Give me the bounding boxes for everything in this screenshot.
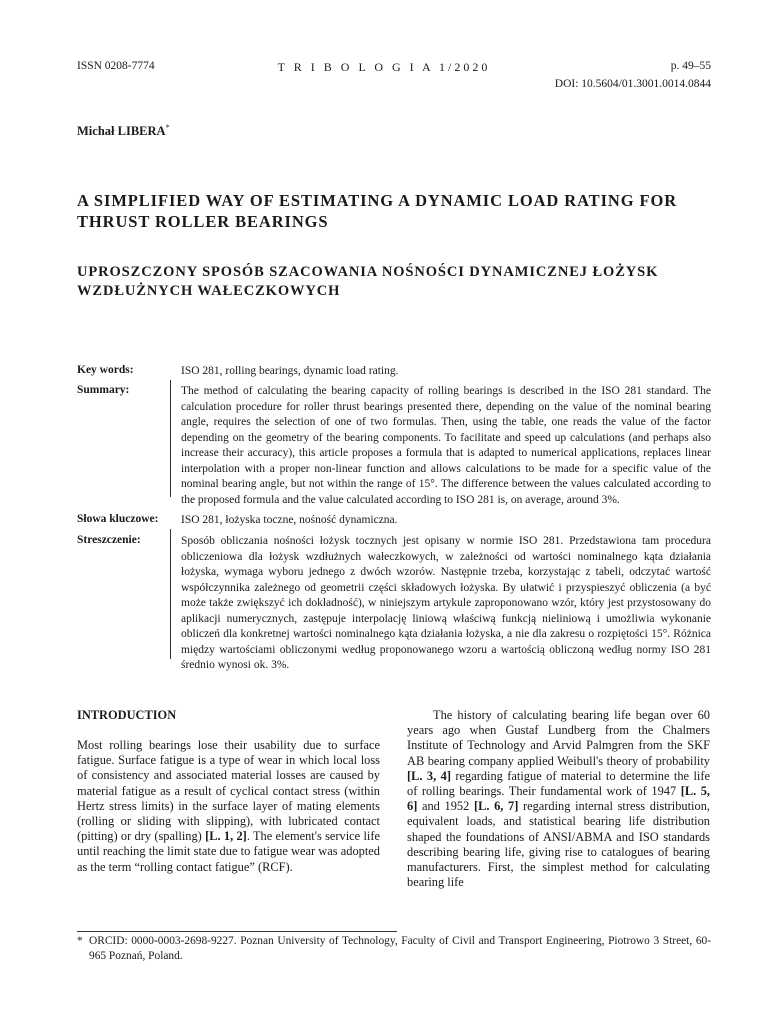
summary-pl-divider [170,529,171,659]
citation: [L. 3, 4] [407,768,451,783]
intro-paragraph-cont: . The element's service life until reaching the limit state due to fatigue wear was adopted as the term “rolling contact fatigue” (RCF). [77,829,380,874]
title-english: A SIMPLIFIED WAY OF ESTIMATING A DYNAMIC LOAD RATING FOR THRUST ROLLER BEARINGS [77,191,678,231]
keywords-pl-text: ISO 281, łożyska toczne, nośność dynamiczna. [181,514,398,526]
keywords-pl-label: Słowa kluczowe: [77,513,159,525]
footnote-rule [77,931,397,932]
summary-pl-text: Sposób obliczania nośności łożysk tocznych jest opisany w normie ISO 281. Przedstawiona tam procedura obliczeniowa dla łożysk wzdłużnych wałeczkowych, w zależności od wartości nominalnego kąta działania łożyska, wymaga wyboru jednego z dwóch wzorów. Następnie trzeba, korzystając z tabeli, odczytać wartość współczynnika zależnego od geometrii części składowych łożyska. By ułatwić i przyspieszyć obliczenia (a być może także zwiększyć ich dokładność), w niniejszym artykule zaproponowano wzór, który jest przystosowany do aplikacji numerycznych, zastępuje interpolację liniową właściwą funkcją nieliniową i umożliwia wykonanie obliczeń dla konkretnej wartości nominalnego kąta działania łożyska, a nie dla zakresu o rozpiętości 15°. Różnica między wartościami obliczonymi według proponowanego wzoru a wartością obliczoną według normy ISO 281 średnio wynosi ok. 3%. [181,535,711,671]
doi: DOI: 10.5604/01.3001.0014.0844 [554,78,711,90]
intro-left-column [77,738,380,875]
history-paragraph: The history of calculating bearing life began over 60 years ago when Gustaf Lundberg from the Chalmers Institute of Technology and Arvid Palmgren from the SKF AB bearing company applied Weibull's theory of probability [407,708,710,768]
summary-pl-label: Streszczenie: [77,534,141,546]
issn: ISSN 0208-7774 [77,60,155,72]
author-name: Michał LIBERA [77,124,166,139]
author-footnote-mark: * [165,123,170,132]
footnote-mark: * [77,935,83,947]
section-heading-introduction: INTRODUCTION [77,708,177,722]
summary-text: The method of calculating the bearing capacity of rolling bearings is described in the ISO 281 standard. The calculation procedure for roller thrust bearings presented there, depending on the value of the nominal bearing angle, requires the selection of one of two formulas. Then, using the table, one reads the value of the factor depending on the geometry of the bearing components. To facilitate and speed up calculations (and perhaps also increase their accuracy), this article proposes a formula that is adapted to numerical applications, replaces linear interpolation with a proper non-linear function and allows calculations to be made for a specific value of the nominal bearing angle, but not within the range of 15°. The difference between the values calculated according to the proposed formula and the value calculated according to ISO 281 is, on average, around 3%. [181,385,711,506]
intro-right-column [407,708,710,890]
history-paragraph-cont: regarding internal stress distribution, equivalent loads, and statistical bearing life distribution shaped the foundations of ANSI/ABMA and ISO standards describing bearing life, giving rise to catalogues of bearing manufacturers. First, the simplest method for calculating bearing life [407,799,710,890]
title-polish: UPROSZCZONY SPOSÓB SZACOWANIA NOŚNOŚCI DYNAMICZNEJ ŁOŻYSK WZDŁUŻNYCH WAŁECZKOWYCH [77,264,659,299]
footnote [77,934,711,964]
keywords-label: Key words: [77,364,134,376]
keywords-text: ISO 281, rolling bearings, dynamic load rating. [181,365,399,377]
history-paragraph-cont: regarding fatigue of material to determine the life of rolling bearings. Their fundamental work of 1947 [407,768,710,799]
citation: [L. 6, 7] [473,799,519,814]
citation: [L. 5, 6] [407,784,710,814]
page-range: p. 49–55 [670,60,711,72]
citation: [L. 1, 2] [205,829,247,844]
summary-divider [170,380,171,497]
journal-name: T R I B O L O G I A 1/2020 [277,60,491,74]
summary-label: Summary: [77,384,130,396]
author [77,123,170,139]
footnote-text: ORCID: 0000-0003-2698-9227. Poznan University of Technology, Faculty of Civil and Transport Engineering, Piotrowo 3 Street, 60-965 Poznań, Poland. [89,935,711,963]
history-paragraph-cont: and 1952 [417,799,474,814]
intro-paragraph: Most rolling bearings lose their usability due to surface fatigue. Surface fatigue is a type of wear in which local loss of consistency and associated material losses are caused by material fatigue as a result of cyclical contact stress (within Hertz stress limits) in the surface layer of mating elements (rolling or sliding with slipping), with lubricated contact (pitting) or dry (spalling) [77,738,380,844]
